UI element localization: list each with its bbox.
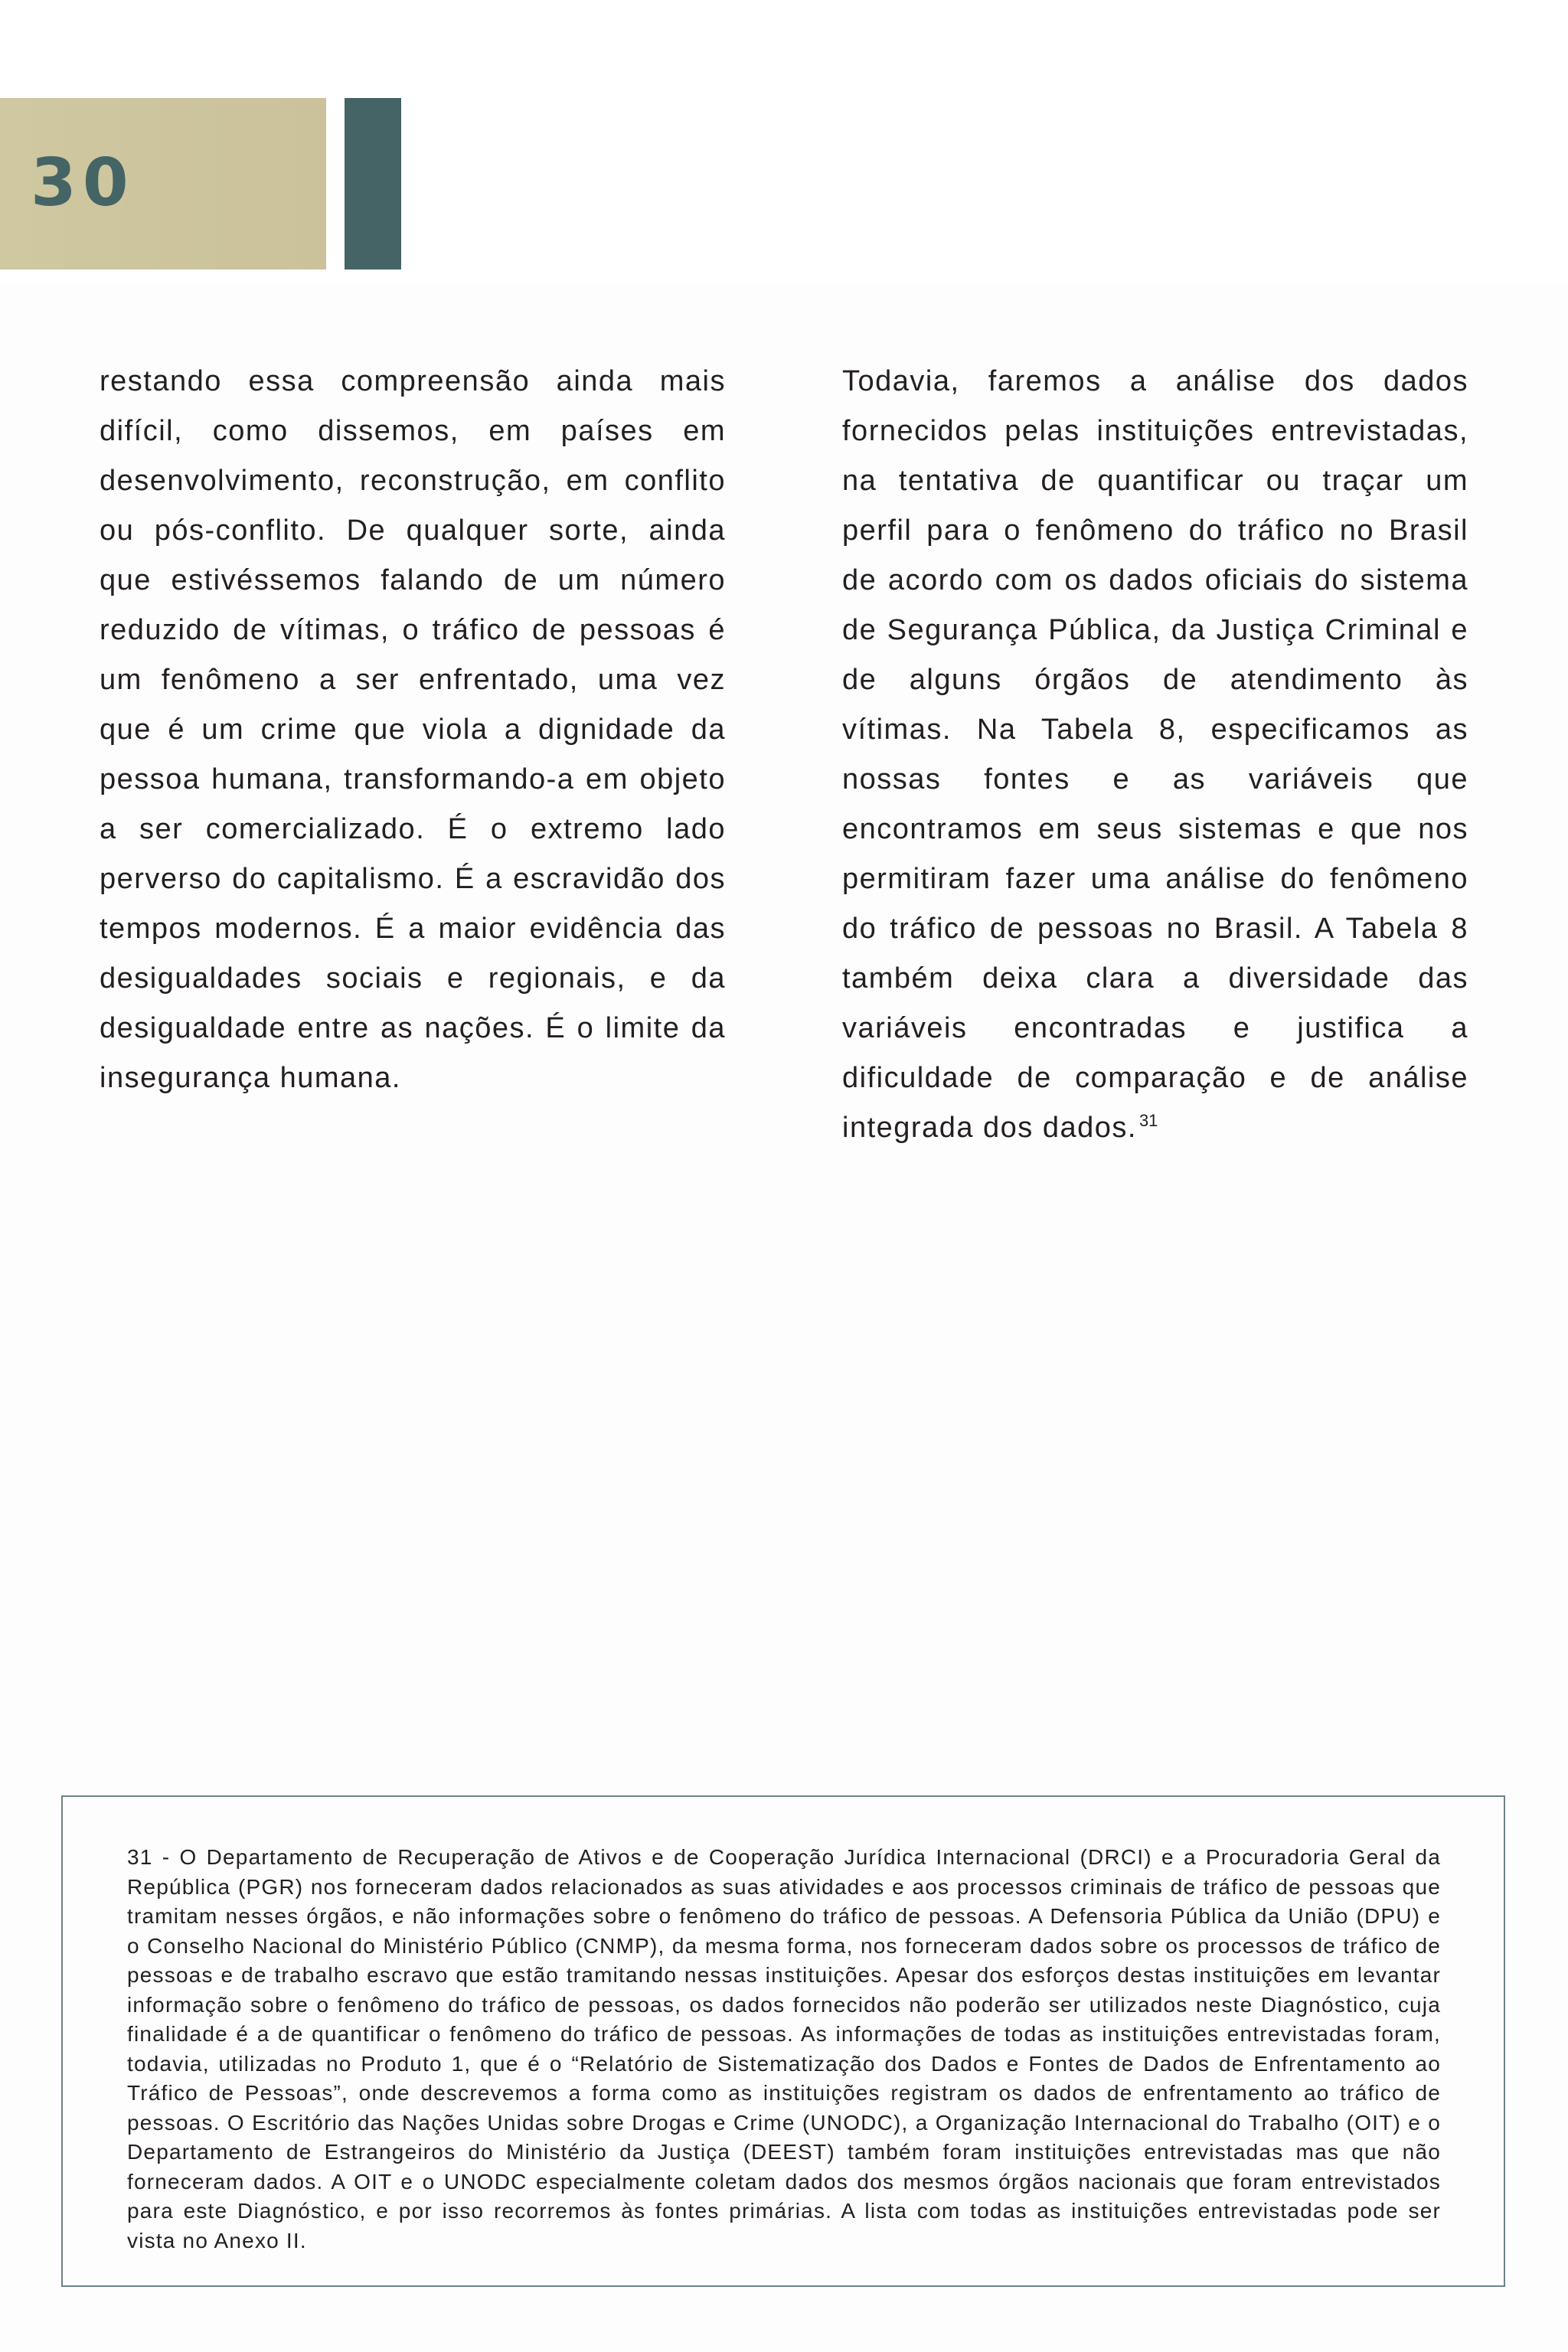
body-paragraph-right-text: Todavia, faremos a análise dos dados fornecidos pelas instituições entrevistadas, na tentativa de quantificar ou traçar um perfil para o fenômeno do tráfico no Brasil de acordo com os dados oficiais do sistema de Segurança Pública, da Justiça Criminal e de alguns órgãos de atendimento às vítimas. Na Tabela 8, especificamos as nossas fontes e as variáveis que encontramos em seus sistemas e que nos permitiram fazer uma análise do fenômeno do tráfico de pessoas no Brasil. A Tabela 8 também deixa clara a diversidade das variáveis encontradas e justifica a dificuldade de comparação e de análise integrada dos dados. [842, 365, 1468, 1144]
body-column-left [100, 357, 726, 1103]
footnote-text: 31 - O Departamento de Recuperação de Ativos e de Cooperação Jurídica Internacional (DRCI) e a Procuradoria Geral da República (PGR) nos forneceram dados relacionados as suas atividades e aos processos criminais de tráfico de pessoas que tramitam nesses órgãos, e não informações sobre o fenômeno do tráfico de pessoas. A Defensoria Pública da União (DPU) e o Conselho Nacional do Ministério Público (CNMP), da mesma forma, nos forneceram dados sobre os processos de tráfico de pessoas e de trabalho escravo que estão tramitando nessas instituições. Apesar dos esforços destas instituições em levantar informação sobre o fenômeno do tráfico de pessoas, os dados fornecidos não poderão ser utilizados neste Diagnóstico, cuja finalidade é a de quantificar o fenômeno do tráfico de pessoas. As informações de todas as instituições entrevistadas foram, todavia, utilizadas no Produto 1, que é o “Relatório de Sistematização dos Dados e Fontes de Dados de Enfrentamento ao Tráfico de Pessoas”, onde descrevemos a forma como as instituições registram os dados de enfrentamento ao tráfico de pessoas. O Escritório das Nações Unidas sobre Drogas e Crime (UNODC), a Organização Internacional do Trabalho (OIT) e o Departamento de Estrangeiros do Ministério da Justiça (DEEST) também foram instituições entrevistadas mas que não forneceram dados. A OIT e o UNODC especialmente coletam dados dos mesmos órgãos nacionais que foram entrevistados para este Diagnóstico, e por isso recorremos às fontes primárias. A lista com todas as instituições entrevistadas pode ser vista no Anexo II. [127, 1845, 1441, 2252]
page-number: 30 [31, 145, 135, 221]
body-column-right [842, 357, 1468, 1153]
body-paragraph-left: restando essa compreensão ainda mais difícil, como dissemos, em países em desenvolvimento, reconstrução, em conflito ou pós-conflito. De qualquer sorte, ainda que estivéssemos falando de um número reduzido de vítimas, o tráfico de pessoas é um fenômeno a ser enfrentado, uma vez que é um crime que viola a dignidade da pessoa humana, transformando-a em objeto a ser comercializado. É o extremo lado perverso do capitalismo. É a escravidão dos tempos modernos. É a maior evidência das desigualdades sociais e regionais, e da desigualdade entre as nações. É o limite da insegurança humana. [100, 365, 726, 1094]
footnote-reference: 31 [1138, 1111, 1158, 1131]
header-accent-bar [345, 98, 401, 270]
footnote-box [61, 1795, 1505, 2287]
body-paragraph-right [842, 357, 1468, 1153]
